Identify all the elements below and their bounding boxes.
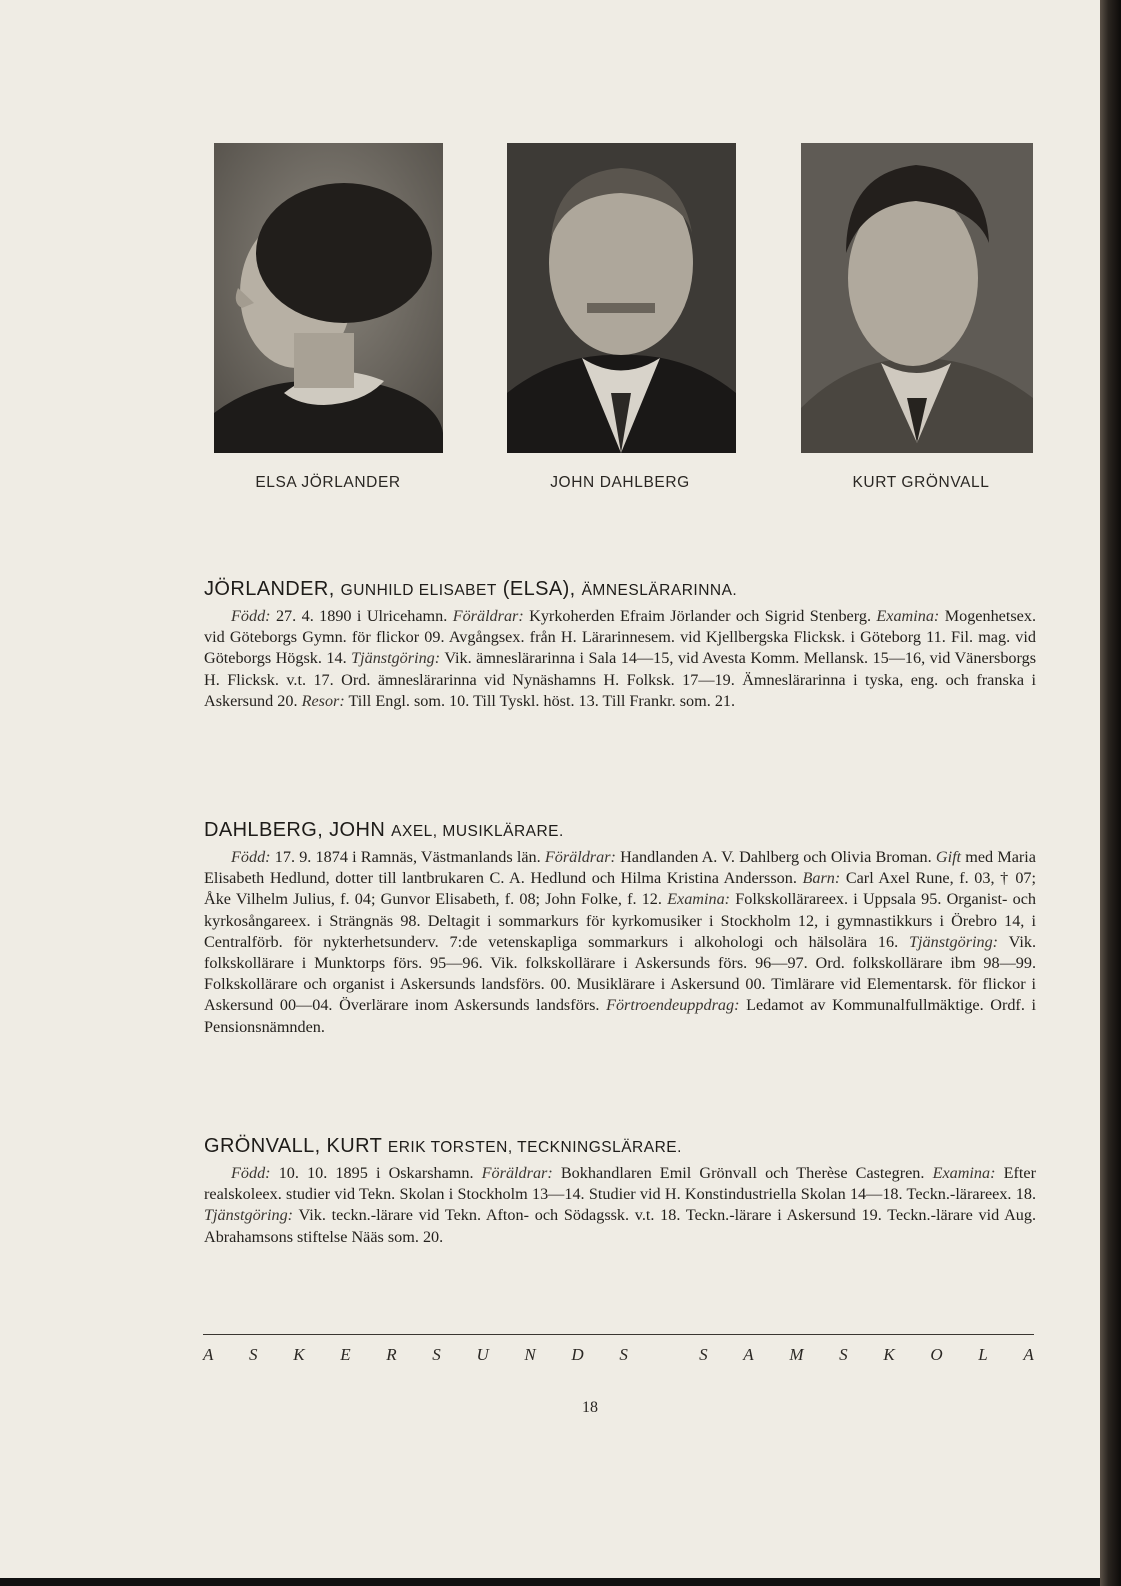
- biography-entry-jorlander: [204, 577, 1036, 712]
- field-text: Carl Axel Rune, f. 03, † 07; Åke Vilhelm Julius, f. 04; Gunvor Elisabeth, f. 08; John Folke, f. 12.: [204, 869, 1037, 909]
- field-label: Resor:: [301, 691, 345, 710]
- footer-letter: A: [1023, 1345, 1034, 1364]
- field-text: Ledamot av Kommunalfullmäktige. Ordf. i Pensionsnämnden.: [204, 996, 1036, 1036]
- portrait-photo-kurt: [801, 143, 1033, 453]
- portrait-caption: KURT GRÖNVALL: [852, 474, 990, 491]
- field-text: Efter realskoleex. studier vid Tekn. Skolan i Stockholm 13—14. Studier vid H. Konstindustriella Skolan 14—18. Teckn.-lärareex. 18.: [204, 1164, 1036, 1204]
- footer-letter: S: [839, 1345, 848, 1364]
- field-text: Folkskollärareex. i Uppsala 95. Organist- och kyrkosångareex. i Strängnäs 98. Deltagit i sommarkurs för kyrkomusiker i Stockholm 12, i gymnastikkurs i Örebro 14, i Centralförb. för nykterhetsunderv. 7:de vetenskapliga sommarkurs i alkohologi och hälsolära 16.: [204, 890, 1036, 951]
- footer-letter: O: [930, 1345, 943, 1364]
- entry-given-names: GUNHILD ELISABET: [340, 582, 497, 599]
- field-text: 17. 9. 1874 i Ramnäs, Västmanlands län.: [270, 848, 545, 866]
- entry-body: [204, 1163, 1036, 1248]
- field-label: Föräldrar:: [544, 848, 616, 866]
- footer-letter: K: [883, 1345, 895, 1364]
- entry-surname: JÖRLANDER,: [204, 578, 335, 600]
- footer-letter: A: [203, 1345, 214, 1364]
- footer-letter: U: [476, 1345, 489, 1364]
- portrait-caption: JOHN DAHLBERG: [550, 474, 690, 491]
- portrait-caption: ELSA JÖRLANDER: [255, 474, 401, 491]
- footer-letter: E: [340, 1345, 351, 1364]
- portrait-image: [801, 143, 1033, 453]
- entry-name: GRÖNVALL, KURT: [204, 1135, 382, 1157]
- field-label: Förtroendeuppdrag:: [606, 996, 740, 1015]
- book-spine-edge: [1100, 0, 1121, 1586]
- entry-body: [204, 847, 1036, 1038]
- footer-letter: K: [293, 1345, 305, 1364]
- biography-entry-gronvall: [204, 1134, 1036, 1248]
- entry-heading: [204, 577, 1036, 603]
- footer-letter: D: [571, 1345, 584, 1364]
- entry-title: ÄMNESLÄRARINNA.: [581, 582, 738, 599]
- footer-letter: S: [699, 1345, 708, 1364]
- footer-letter: L: [978, 1345, 988, 1364]
- field-text: Mogenhetsex. vid Göteborgs Gymn. för flickor 09. Avgångsex. från H. Lärarinnesem. vid Kjellbergska Flicksk. i Göteborg 11. Fil. mag. vid Göteborgs Högsk. 14.: [204, 607, 1036, 668]
- portrait-photo-elsa: [214, 143, 443, 453]
- footer-divider: [203, 1334, 1034, 1335]
- field-label: Tjänstgöring:: [204, 1206, 294, 1225]
- entry-title: ERIK TORSTEN, TECKNINGSLÄRARE.: [387, 1139, 682, 1156]
- portrait-image: [214, 143, 443, 453]
- entry-title: AXEL, MUSIKLÄRARE.: [391, 823, 564, 840]
- field-text: Kyrkoherden Efraim Jörlander och Sigrid Stenberg.: [523, 607, 877, 625]
- biography-entry-dahlberg: [204, 818, 1036, 1038]
- footer-letter: S: [249, 1345, 258, 1364]
- footer-letter: S: [432, 1345, 441, 1364]
- field-label: Föräldrar:: [481, 1164, 553, 1182]
- footer-letter: S: [619, 1345, 628, 1364]
- field-label: Född:: [231, 1164, 271, 1182]
- footer-letter: R: [386, 1345, 397, 1364]
- field-label: Examina:: [876, 607, 940, 625]
- entry-heading: [204, 818, 1036, 844]
- footer-letter: A: [743, 1345, 754, 1364]
- footer-letter: N: [524, 1345, 536, 1364]
- field-label: Barn:: [802, 869, 841, 888]
- portrait-photo-john: [507, 143, 736, 453]
- page-number: 18: [582, 1399, 598, 1416]
- field-text: Vik. ämneslärarinna i Sala 14—15, vid Avesta Komm. Mellansk. 15—16, vid Vänersborgs H. Flicksk. v.t. 17. Ord. ämneslärarinna vid Nynäshamns H. Folksk. 17—19. Ämneslärarinna i tyska, eng. och franska i Askersund 20.: [204, 649, 1036, 710]
- entry-nickname: (ELSA),: [502, 578, 576, 600]
- field-label: Examina:: [667, 890, 731, 909]
- field-text: med Maria Elisabeth Hedlund, dotter till lantbrukaren C. A. Hedlund och Hilma Kristina Andersson.: [204, 848, 1036, 888]
- entry-name: DAHLBERG, JOHN: [204, 819, 386, 841]
- entry-heading: [204, 1134, 1036, 1160]
- field-text: Handlanden A. V. Dahlberg och Olivia Broman.: [615, 848, 936, 866]
- field-label: Tjänstgöring:: [351, 649, 441, 668]
- field-text: Bokhandlaren Emil Grönvall och Therèse Castegren.: [552, 1164, 933, 1182]
- field-text: 10. 10. 1895 i Oskarshamn.: [270, 1164, 482, 1182]
- portrait-image: [507, 143, 736, 453]
- field-label: Född:: [231, 607, 271, 625]
- field-label: Examina:: [932, 1164, 996, 1182]
- footer-school-name: [203, 1345, 1034, 1365]
- field-text: 27. 4. 1890 i Ulricehamn.: [270, 607, 453, 625]
- footer-letter: M: [789, 1345, 804, 1364]
- field-label: Gift: [935, 848, 962, 866]
- field-text: Vik. folkskollärare i Munktorps förs. 95—96. Vik. folkskollärare i Askersunds förs. 96—97. Ord. folkskollärare ibm 98—99. Folkskollärare och organist i Askersunds landsförs. 00. Musiklärare i Askersund 00. Timlärare vid Elementarsk. för flickor i Askersund 00—04. Överlärare inom Askersunds landsförs.: [204, 932, 1036, 1015]
- field-text: Vik. teckn.-lärare vid Tekn. Afton- och Södagssk. v.t. 18. Teckn.-lärare i Askersund 19. Teckn.-lärare vid Aug. Abrahamsons stiftelse Nääs som. 20.: [204, 1206, 1036, 1246]
- field-text: Till Engl. som. 10. Till Tyskl. höst. 13. Till Frankr. som. 21.: [344, 691, 736, 710]
- field-label: Tjänstgöring:: [909, 932, 999, 951]
- entry-body: [204, 606, 1036, 712]
- field-label: Född:: [231, 848, 271, 866]
- field-label: Föräldrar:: [452, 607, 524, 625]
